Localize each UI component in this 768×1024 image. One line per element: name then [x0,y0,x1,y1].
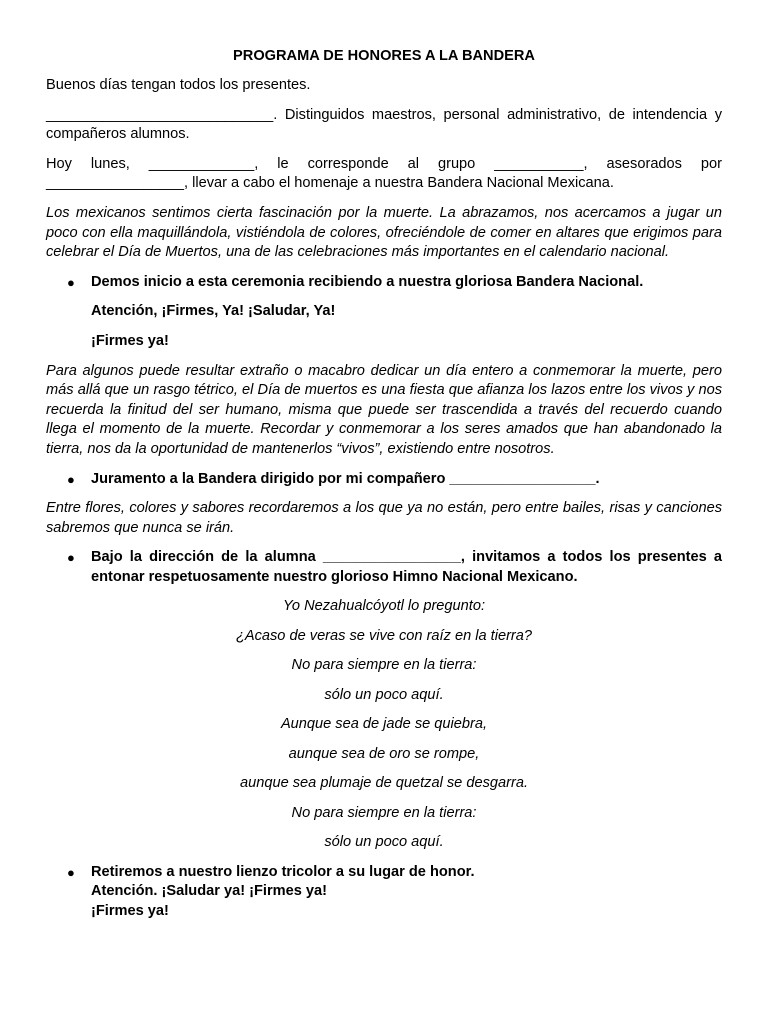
narration-paragraph-3: Entre flores, colores y sabores recordaremos a los que ya no están, pero entre bailes, risas y canciones sabremos que nunca se irán. [46,500,722,536]
poem-line: No para siempre en la tierra: [291,657,477,674]
bullet-text: Retiremos a nuestro lienzo tricolor a su lugar de honor. [91,863,475,880]
bullet-item-flag-retreat [46,863,722,883]
document-title: PROGRAMA DE HONORES A LA BANDERA [233,48,535,64]
poem-line: aunque sea de oro se rompe, [288,745,480,762]
poem-line: sólo un poco aquí. [324,686,444,703]
bullet-icon: ● [67,550,75,566]
poem-line: ¿Acaso de veras se vive con raíz en la tierra? [235,627,533,644]
narration-paragraph-2: Para algunos puede resultar extraño o macabro dedicar un día entero a conmemorar la muerte, pero más allá que un rasgo tétrico, el Día de muertos es una fiesta que afianza los lazos entre los vivos y nos recuerda la finitud del ser humano, misma que puede ser trascendida a través del recuerdo cuando llega el momento de la muerte. Recordar y conmemorar a los seres amados que han abandonado la tierra, nos da la oportunidad de mantenerlos “vivos”, existiendo entre nosotros. [46,362,722,457]
bullet-text: Juramento a la Bandera dirigido por mi compañero __________________. [91,470,600,487]
bullet-item-flag-reception [46,273,722,293]
command-line: ¡Firmes ya! [91,332,169,349]
command-line: Atención, ¡Firmes, Ya! ¡Saludar, Ya! [91,303,336,320]
poem-line: Yo Nezahualcóyotl lo pregunto: [282,598,486,615]
welcome-paragraph: ____________________________. Distinguidos maestros, personal administrativo, de intendencia y compañeros alumnos. [46,106,722,143]
bullet-icon: ● [67,274,75,290]
poem-line: No para siempre en la tierra: [291,804,477,821]
poem-block [46,597,722,852]
bullet-text: Demos inicio a esta ceremonia recibiendo a nuestra gloriosa Bandera Nacional. [91,273,644,290]
bullet-icon: ● [67,864,75,880]
command-line: Atención. ¡Saludar ya! ¡Firmes ya! [91,883,327,900]
poem-line: sólo un poco aquí. [324,834,444,851]
poem-line: Aunque sea de jade se quiebra, [280,716,488,733]
bullet-text: Bajo la dirección de la alumna _________________, invitamos a todos los presentes a entonar respetuosamente nuestro glorioso Himno Nacional Mexicano. [91,549,722,585]
narration-paragraph-1: Los mexicanos sentimos cierta fascinación por la muerte. La abrazamos, nos acercamos a jugar un poco con ella maquillándola, vistiéndola de colores, ofreciéndole de comer en altares que erigimos para celebrar el Día de Muertos, una de las celebraciones más importantes en el calendario nacional. [46,204,722,261]
intro-paragraph: Hoy lunes, _____________, le corresponde al grupo ___________, asesorados por _________________, llevar a cabo el homenaje a nuestra Bandera Nacional Mexicana. [46,155,722,192]
greeting-line: Buenos días tengan todos los presentes. [46,77,311,93]
bullet-item-oath [46,470,722,490]
bullet-icon: ● [67,471,75,487]
bullet-item-anthem [46,548,722,587]
poem-line: aunque sea plumaje de quetzal se desgarra. [239,775,529,792]
command-line: ¡Firmes ya! [91,903,169,920]
